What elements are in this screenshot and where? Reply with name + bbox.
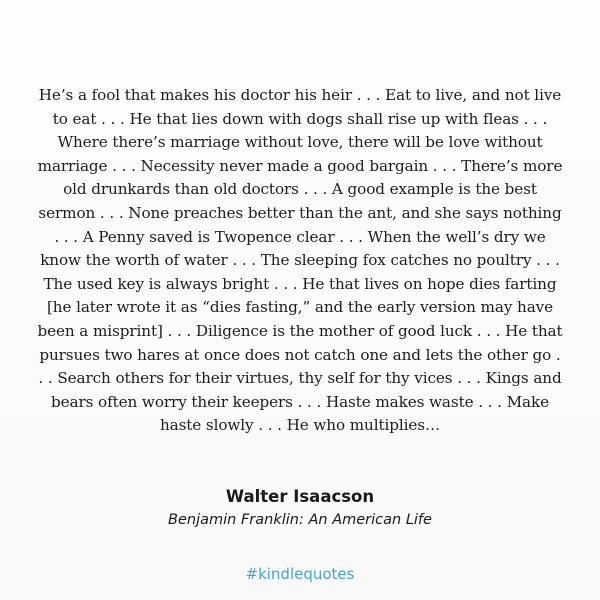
- quote-text: He’s a fool that makes his doctor his heir . . . Eat to live, and not live to eat . . . He that lies down with dogs shall rise up with fleas . . . Where there’s marriage without love, there will be love without marriage . . . Necessity never made a good bargain . . . There’s more old drunkards than old doctors . . . A good example is the best sermon . . . None preaches better than the ant, and she says nothing . . . A Penny saved is Twopence clear . . . When the well’s dry we know the worth of water . . . The sleeping fox catches no poultry . . . The used key is always bright . . . He that lives on hope dies farting [he later wrote it as “dies fasting,” and the early version may have been a misprint] . . . Diligence is the mother of good luck . . . He that pursues two hares at once does not catch one and lets the other go . . . Search others for their virtues, thy self for thy vices . . . Kings and bears often worry their keepers . . . Haste makes waste . . . Make haste slowly . . . He who multiplies…: [37, 86, 563, 435]
- hashtag-link[interactable]: #kindlequotes: [245, 565, 355, 583]
- book-title: Benjamin Franklin: An American Life: [168, 512, 432, 528]
- author-name: Walter Isaacson: [225, 487, 375, 506]
